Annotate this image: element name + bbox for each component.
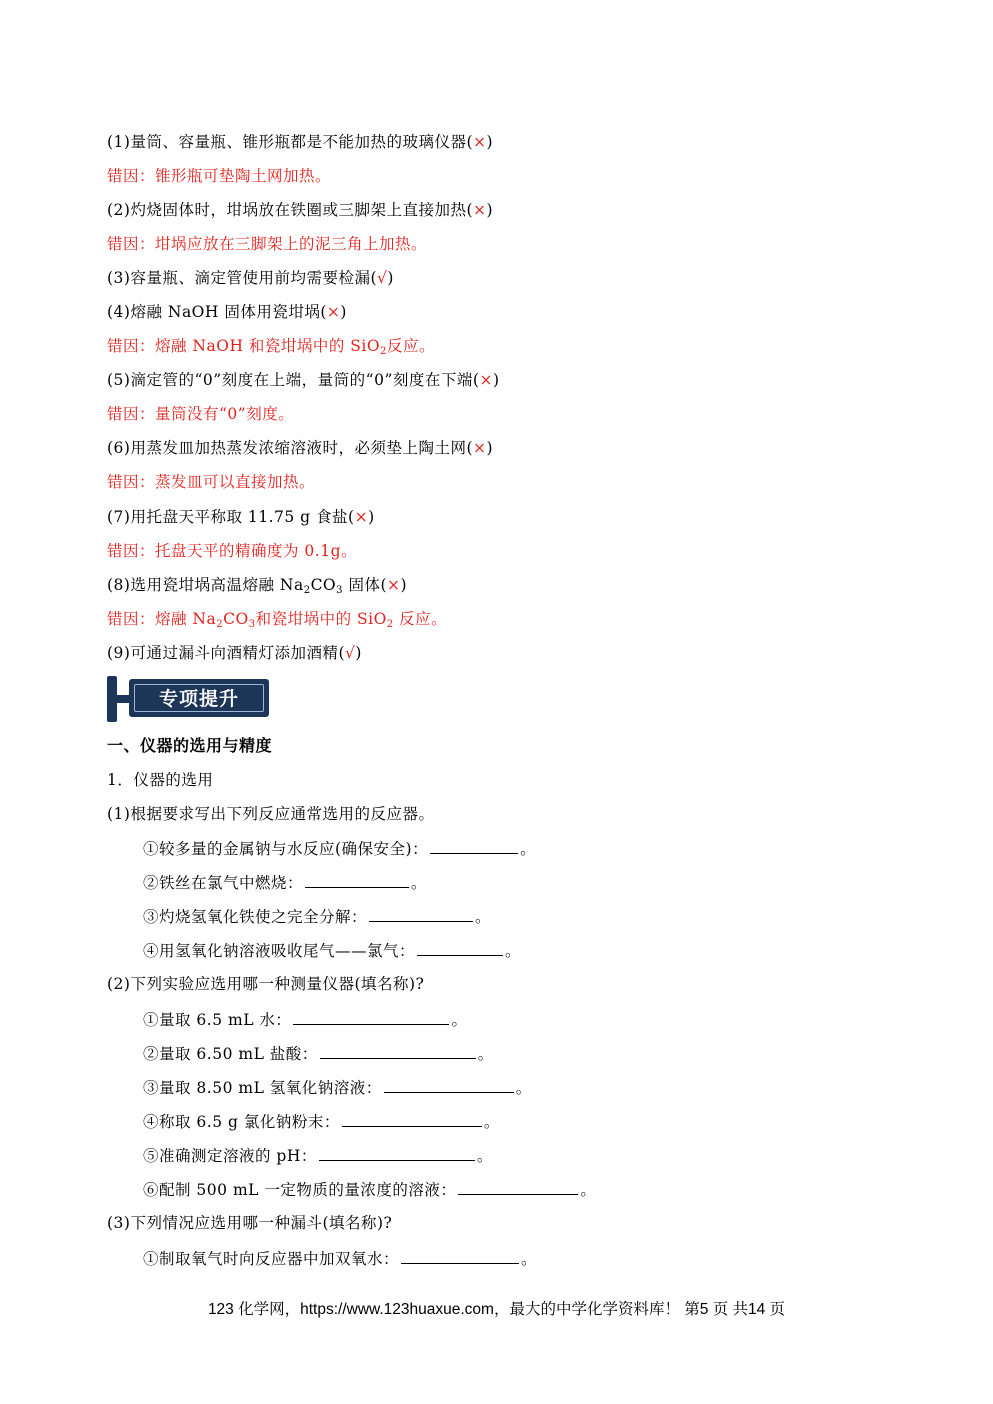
q3-item-1: ①制取氧气时向反应器中加双氧水： 。 [143,1250,538,1268]
answer-blank[interactable] [458,1179,578,1195]
page-footer: 123 化学网，https://www.123huaxue.com，最大的中学化学资料库！ 第5 页 共14 页 [207,1301,786,1318]
answer-blank[interactable] [417,940,503,956]
judgment-2: (2)灼烧固体时，坩埚放在铁圈或三脚架上直接加热(×) [107,201,494,219]
reason-8: 错因：熔融 $Na_2CO_3$和瓷坩埚中的 SiO$_2$ 反应。 [107,610,448,630]
answer-blank[interactable] [369,906,473,922]
banner-box [129,679,269,717]
answer-blank[interactable] [430,838,518,854]
judgment-4: (4)熔融 NaOH 固体用瓷坩埚(×) [107,303,347,321]
banner-bar [107,676,117,722]
answer-blank[interactable] [319,1145,475,1161]
judgment-1: (1)量筒、容量瓶、锥形瓶都是不能加热的玻璃仪器(×) [107,133,494,151]
section-title: 一、仪器的选用与精度 [107,736,273,755]
reason-4: 错因：熔融 NaOH 和瓷坩埚中的 SiO$_2$反应。 [107,337,435,357]
q3-stem: (3)下列情况应选用哪一种漏斗(填名称)? [107,1214,393,1232]
judgment-9: (9)可通过漏斗向酒精灯添加酒精(√) [107,644,362,662]
q1-item-3: ③灼烧氢氧化铁使之完全分解： 。 [143,908,492,926]
section-banner [107,676,267,722]
judgment-6: (6)用蒸发皿加热蒸发浓缩溶液时，必须垫上陶土网(×) [107,439,494,457]
q2-item-4: ④称取 6.5 g 氯化钠粉末： 。 [143,1113,500,1131]
q1-item-1: ①较多量的金属钠与水反应(确保安全)： 。 [143,840,537,858]
judgment-3: (3)容量瓶、滴定管使用前均需要检漏(√) [107,269,394,287]
q1-item-4: ④用氢氧化钠溶液吸收尾气——氯气： 。 [143,942,522,960]
judgment-5: (5)滴定管的“0”刻度在上端，量筒的“0”刻度在下端(×) [107,371,500,389]
reason-7: 错因：托盘天平的精确度为 0.1g。 [107,542,358,560]
q2-item-6: ⑥配制 500 mL 一定物质的量浓度的溶液： 。 [143,1181,597,1199]
answer-blank[interactable] [401,1248,519,1264]
q2-stem: (2)下列实验应选用哪一种测量仪器(填名称)? [107,975,425,993]
answer-blank[interactable] [384,1077,514,1093]
answer-blank[interactable] [342,1111,482,1127]
judgment-7: (7)用托盘天平称取 11.75 g 食盐(×) [107,508,375,526]
q2-item-5: ⑤准确测定溶液的 pH： 。 [143,1147,493,1165]
q1-stem: (1)根据要求写出下列反应通常选用的反应器。 [107,805,435,823]
reason-5: 错因：量筒没有“0”刻度。 [107,405,295,423]
reason-1: 错因：锥形瓶可垫陶土网加热。 [107,167,332,185]
sub-title: 1．仪器的选用 [107,771,214,789]
q2-item-1: ①量取 6.5 mL 水： 。 [143,1011,468,1029]
q1-item-2: ②铁丝在氯气中燃烧： 。 [143,874,428,892]
q2-item-3: ③量取 8.50 mL 氢氧化钠溶液： 。 [143,1079,532,1097]
answer-blank[interactable] [320,1043,476,1059]
q2-item-2: ②量取 6.50 mL 盐酸： 。 [143,1045,494,1063]
answer-blank[interactable] [305,872,409,888]
banner-label: 专项提升 [134,684,264,712]
answer-blank[interactable] [293,1009,449,1025]
judgment-8: (8)选用瓷坩埚高温熔融 $Na_2CO_3$ 固体(×) [107,576,408,596]
reason-2: 错因：坩埚应放在三脚架上的泥三角上加热。 [107,235,428,253]
reason-6: 错因：蒸发皿可以直接加热。 [107,473,316,491]
